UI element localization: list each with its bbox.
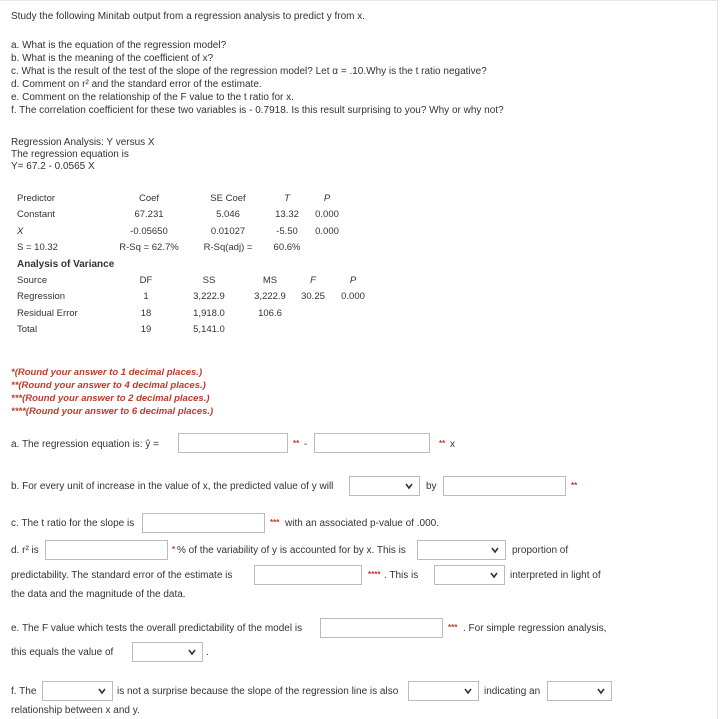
equals-select[interactable] (132, 642, 203, 662)
cell: 3,222.9 (254, 291, 286, 303)
slope-input[interactable] (314, 433, 430, 453)
intercept-input[interactable] (178, 433, 288, 453)
answer-d-label: d. r² is (11, 545, 39, 556)
f-line2: relationship between x and y. (11, 705, 140, 716)
e-period: . (206, 647, 209, 658)
cell: 19 (140, 324, 152, 336)
note-4-decimal: **(Round your answer to 4 decimal places.) (11, 380, 206, 391)
coef-table (17, 190, 347, 256)
question-d: d. Comment on r² and the standard error of the estimate. (11, 79, 262, 90)
chevron-down-icon (463, 686, 473, 696)
cell (247, 322, 293, 339)
d-after: % of the variability of y is accounted for by x. This is (177, 545, 406, 556)
hdr-predictor: Predictor (17, 192, 56, 204)
anova-table (17, 272, 373, 338)
question-f: f. The correlation coefficient for these two variables is - 0.7918. Is this result surprising to you? Why or why not? (11, 105, 504, 116)
cell: 5,141.0 (193, 324, 225, 336)
hdr-ss: SS (202, 274, 216, 286)
a-star-2: ** (439, 439, 446, 448)
cell: 0.000 (315, 209, 339, 221)
f-indicating: indicating an (484, 686, 541, 697)
c-after: with an associated p-value of .000. (285, 518, 439, 529)
table-row (17, 289, 373, 306)
e-line2: this equals the value of (11, 647, 114, 658)
chevron-down-icon (490, 545, 500, 555)
hdr-p: P (323, 192, 331, 204)
r-squared-input[interactable] (45, 540, 168, 560)
e-star: *** (448, 623, 458, 632)
e-after: . For simple regression analysis, (463, 623, 607, 634)
note-2-decimal: ***(Round your answer to 2 decimal places.) (11, 393, 210, 404)
hdr-ms: MS (262, 274, 278, 286)
rsq-value: R-Sq = 62.7% (119, 242, 179, 254)
output-title: Regression Analysis: Y versus X (11, 137, 155, 148)
rsq-adj-value: 60.6% (273, 242, 301, 254)
cell: 1 (143, 291, 149, 303)
d-proportion: proportion of (512, 545, 569, 556)
cell (293, 305, 333, 322)
cell: 5.046 (216, 209, 240, 221)
rsq-adj-label: R-Sq(adj) = (203, 242, 253, 254)
b-star: ** (571, 481, 578, 490)
question-b: b. What is the meaning of the coefficient of x? (11, 53, 214, 64)
cell: 1,918.0 (193, 307, 225, 319)
note-6-decimal: ****(Round your answer to 6 decimal places.) (11, 406, 214, 417)
hdr-se-coef: SE Coef (210, 192, 246, 204)
answer-b-label: b. For every unit of increase in the value of x, the predicted value of y will (11, 481, 334, 492)
slope-magnitude-input[interactable] (443, 476, 566, 496)
cell: 0.000 (341, 291, 365, 303)
d-line2: predictability. The standard error of the estimate is (11, 570, 233, 581)
b-by: by (426, 481, 437, 492)
table-row (17, 223, 347, 240)
a-star-1: ** (293, 439, 300, 448)
std-error-input[interactable] (254, 565, 362, 585)
chevron-down-icon (97, 686, 107, 696)
a-minus: - (304, 439, 308, 450)
hdr-df: DF (139, 274, 153, 286)
table-row (17, 240, 347, 257)
cell: 30.25 (301, 291, 325, 303)
hdr-source: Source (17, 274, 48, 286)
slope-sign-select[interactable] (408, 681, 479, 701)
f-mid: is not a surprise because the slope of the regression line is also (117, 686, 399, 697)
cell: X (17, 225, 24, 237)
answer-e-label: e. The F value which tests the overall predictability of the model is (11, 623, 303, 634)
anova-header-row (17, 272, 373, 289)
table-row (17, 322, 373, 339)
d-thisis: . This is (384, 570, 419, 581)
cell (333, 305, 373, 322)
equation-text: Y= 67.2 - 0.0565 X (11, 161, 95, 172)
c-star: *** (270, 518, 280, 527)
hdr-p: P (349, 274, 357, 286)
equation-label: The regression equation is (11, 149, 129, 160)
cell: 106.6 (258, 307, 282, 319)
note-1-decimal: *(Round your answer to 1 decimal places.) (11, 367, 203, 378)
a-x: x (450, 439, 455, 450)
cell: 0.01027 (210, 225, 246, 237)
table-row (17, 305, 373, 322)
hdr-t: T (284, 192, 290, 204)
interpretation-select[interactable] (434, 565, 505, 585)
cell: 3,222.9 (193, 291, 225, 303)
answer-a-label: a. The regression equation is: ŷ = (11, 439, 159, 450)
result-select[interactable] (42, 681, 113, 701)
cell: Regression (17, 291, 66, 303)
t-ratio-input[interactable] (142, 513, 265, 533)
cell: Constant (17, 209, 56, 221)
cell: 13.32 (275, 209, 299, 221)
cell: 18 (140, 307, 152, 319)
d-line3: the data and the magnitude of the data. (11, 589, 186, 600)
f-value-input[interactable] (320, 618, 443, 638)
answer-c-label: c. The t ratio for the slope is (11, 518, 135, 529)
table-row (17, 207, 347, 224)
cell: 0.000 (315, 225, 339, 237)
question-c: c. What is the result of the test of the slope of the regression model? Let α = .10.Why is the t ratio negative? (11, 66, 487, 77)
chevron-down-icon (489, 570, 499, 580)
d-star: * (172, 545, 176, 554)
coef-header-row (17, 190, 347, 207)
cell (333, 322, 373, 339)
hdr-f: F (310, 274, 316, 286)
direction-select[interactable] (349, 476, 420, 496)
proportion-select[interactable] (417, 540, 506, 560)
cell: -0.05650 (130, 225, 168, 237)
chevron-down-icon (187, 647, 197, 657)
d-star-2: **** (368, 570, 381, 579)
relationship-select[interactable] (547, 681, 612, 701)
cell: Residual Error (17, 307, 78, 319)
cell: 67.231 (134, 209, 164, 221)
cell: Total (17, 324, 38, 336)
anova-title: Analysis of Variance (17, 259, 115, 270)
chevron-down-icon (596, 686, 606, 696)
intro-text: Study the following Minitab output from a regression analysis to predict y from x. (11, 11, 366, 22)
cell (293, 322, 333, 339)
question-e: e. Comment on the relationship of the F value to the t ratio for x. (11, 92, 294, 103)
hdr-coef: Coef (138, 192, 160, 204)
cell: -5.50 (276, 225, 298, 237)
question-a: a. What is the equation of the regression model? (11, 40, 227, 51)
s-value: S = 10.32 (17, 242, 58, 254)
chevron-down-icon (404, 481, 414, 491)
answer-f-label: f. The (11, 686, 37, 697)
d-interp: interpreted in light of (510, 570, 601, 581)
